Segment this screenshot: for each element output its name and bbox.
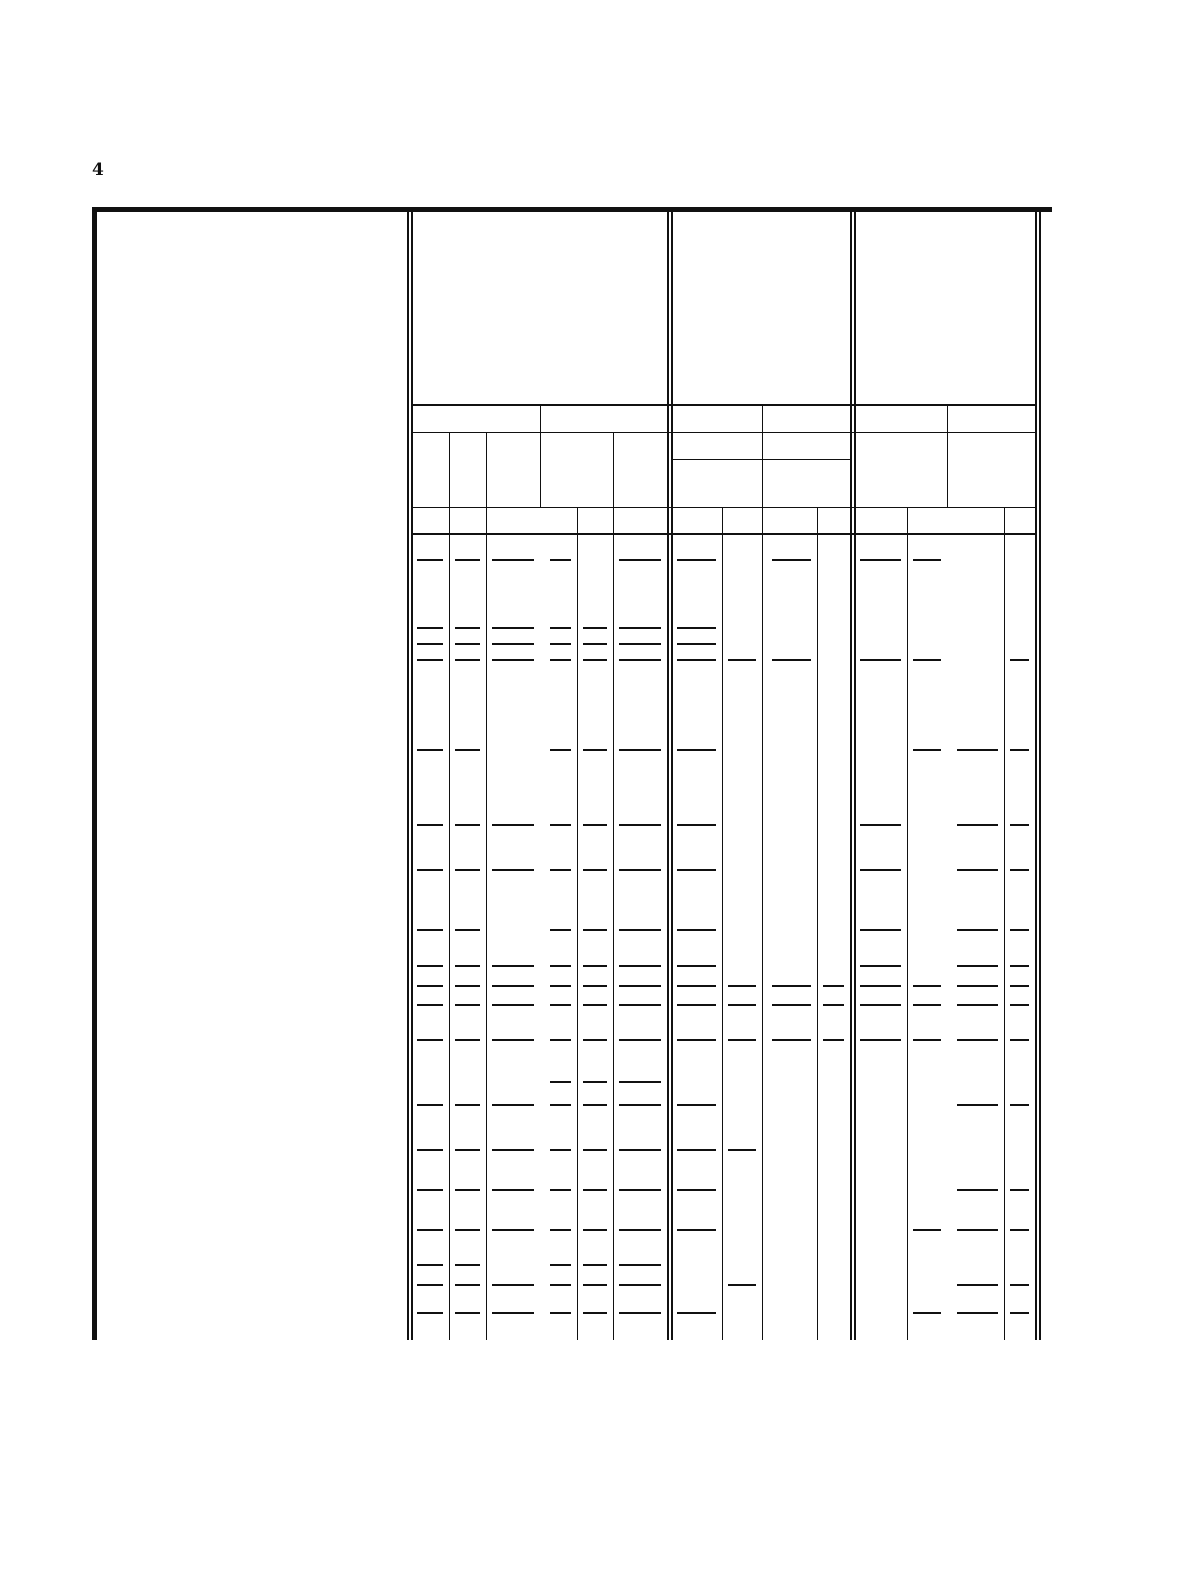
cell-dash (550, 1229, 571, 1231)
cell-dash (492, 985, 534, 987)
cell-dash (728, 1284, 756, 1286)
cell-dash (417, 559, 443, 561)
cell-dash (583, 985, 607, 987)
group-divider (407, 212, 409, 1340)
cell-dash (550, 627, 571, 629)
cell-dash (417, 1104, 443, 1106)
cell-dash (550, 1189, 571, 1191)
cell-dash (860, 929, 901, 931)
cell-dash (550, 643, 571, 645)
cell-dash (455, 1284, 480, 1286)
cell-dash (550, 749, 571, 751)
group-divider (1039, 212, 1041, 1340)
cell-dash (957, 1039, 998, 1041)
cell-dash (913, 1312, 941, 1314)
cell-dash (860, 985, 901, 987)
cell-dash (417, 1004, 443, 1006)
cell-dash (583, 1149, 607, 1151)
cell-dash (619, 1081, 661, 1083)
cell-dash (492, 627, 534, 629)
sub-divider (540, 404, 541, 507)
cell-dash (619, 1312, 661, 1314)
cell-dash (913, 559, 941, 561)
cell-dash (417, 1264, 443, 1266)
efimok-rule (671, 459, 850, 460)
cell-dash (417, 749, 443, 751)
cell-dash (677, 749, 716, 751)
cell-dash (550, 1081, 571, 1083)
cell-dash (619, 1149, 661, 1151)
cell-dash (619, 929, 661, 931)
group-divider (850, 212, 852, 1340)
cell-dash (823, 985, 844, 987)
cell-dash (550, 1039, 571, 1041)
cell-dash (619, 627, 661, 629)
cell-dash (455, 659, 480, 661)
cell-dash (417, 1149, 443, 1151)
cell-dash (417, 985, 443, 987)
cell-dash (455, 985, 480, 987)
cell-dash (728, 985, 756, 987)
cell-dash (677, 1312, 716, 1314)
cell-dash (677, 1229, 716, 1231)
cell-dash (455, 869, 480, 871)
col-divider (907, 507, 908, 1340)
cell-dash (957, 1312, 998, 1314)
cell-dash (455, 1312, 480, 1314)
cell-dash (492, 1229, 534, 1231)
col-divider (449, 432, 450, 1340)
cell-dash (417, 1312, 443, 1314)
cell-dash (619, 985, 661, 987)
cell-dash (1010, 1039, 1029, 1041)
cell-dash (619, 1264, 661, 1266)
cell-dash (455, 929, 480, 931)
cell-dash (619, 559, 661, 561)
cell-dash (677, 869, 716, 871)
cell-dash (728, 1004, 756, 1006)
cell-dash (455, 824, 480, 826)
cell-dash (583, 659, 607, 661)
cell-dash (417, 643, 443, 645)
cell-dash (619, 965, 661, 967)
cell-dash (772, 1004, 811, 1006)
cell-dash (550, 1284, 571, 1286)
cell-dash (728, 659, 756, 661)
cell-dash (492, 559, 534, 561)
col-divider (722, 507, 723, 1340)
cell-dash (677, 643, 716, 645)
cell-dash (1010, 1284, 1029, 1286)
cell-dash (677, 1104, 716, 1106)
cell-dash (772, 659, 811, 661)
cell-dash (455, 643, 480, 645)
cell-dash (677, 929, 716, 931)
cell-dash (957, 929, 998, 931)
cell-dash (492, 643, 534, 645)
cell-dash (619, 643, 661, 645)
cell-dash (913, 1039, 941, 1041)
cell-dash (677, 1149, 716, 1151)
cell-dash (455, 1149, 480, 1151)
cell-dash (677, 1039, 716, 1041)
cell-dash (417, 929, 443, 931)
cell-dash (619, 1039, 661, 1041)
cell-dash (1010, 965, 1029, 967)
cell-dash (860, 1039, 901, 1041)
cell-dash (860, 965, 901, 967)
group-divider (667, 212, 669, 1340)
col-divider (1004, 507, 1005, 1340)
cell-dash (860, 869, 901, 871)
col-divider (577, 507, 578, 1340)
cell-dash (1010, 869, 1029, 871)
cell-dash (417, 1189, 443, 1191)
cell-dash (455, 627, 480, 629)
cell-dash (957, 965, 998, 967)
cell-dash (583, 965, 607, 967)
cell-dash (550, 824, 571, 826)
cell-dash (957, 869, 998, 871)
units-rule-bottom (411, 533, 1035, 535)
cell-dash (1010, 1312, 1029, 1314)
cell-dash (1010, 1189, 1029, 1191)
cell-dash (619, 1189, 661, 1191)
cell-dash (492, 1039, 534, 1041)
cell-dash (492, 1312, 534, 1314)
cell-dash (492, 1189, 534, 1191)
cell-dash (455, 1104, 480, 1106)
cell-dash (583, 1189, 607, 1191)
cell-dash (677, 985, 716, 987)
cell-dash (455, 1229, 480, 1231)
units-rule-top (411, 507, 1035, 508)
cell-dash (550, 869, 571, 871)
cell-dash (677, 824, 716, 826)
cell-dash (492, 1104, 534, 1106)
right-border (1035, 212, 1036, 1340)
cell-dash (583, 1229, 607, 1231)
cell-dash (583, 749, 607, 751)
cell-dash (583, 627, 607, 629)
cell-dash (1010, 985, 1029, 987)
cell-dash (550, 965, 571, 967)
cell-dash (1010, 1004, 1029, 1006)
page-number: 4 (92, 160, 104, 180)
cell-dash (417, 1039, 443, 1041)
cell-dash (417, 1284, 443, 1286)
cell-dash (1010, 749, 1029, 751)
cell-dash (957, 1189, 998, 1191)
cell-dash (772, 1039, 811, 1041)
cell-dash (455, 1004, 480, 1006)
cell-dash (728, 1149, 756, 1151)
cell-dash (455, 749, 480, 751)
cell-dash (619, 749, 661, 751)
cell-dash (583, 1104, 607, 1106)
cell-dash (550, 659, 571, 661)
cell-dash (583, 929, 607, 931)
cell-dash (728, 1039, 756, 1041)
cell-dash (583, 1284, 607, 1286)
cell-dash (417, 659, 443, 661)
cell-dash (455, 559, 480, 561)
cell-dash (417, 1229, 443, 1231)
cell-dash (913, 1004, 941, 1006)
cell-dash (860, 1004, 901, 1006)
cell-dash (860, 559, 901, 561)
cell-dash (823, 1004, 844, 1006)
cell-dash (677, 1189, 716, 1191)
col-divider (817, 507, 818, 1340)
cell-dash (492, 965, 534, 967)
cell-dash (550, 985, 571, 987)
cell-dash (619, 869, 661, 871)
cell-dash (619, 1229, 661, 1231)
cell-dash (583, 1004, 607, 1006)
cell-dash (550, 1104, 571, 1106)
cell-dash (583, 1312, 607, 1314)
cell-dash (492, 659, 534, 661)
cell-dash (957, 985, 998, 987)
cell-dash (1010, 929, 1029, 931)
cell-dash (583, 869, 607, 871)
cell-dash (619, 1004, 661, 1006)
cell-dash (455, 965, 480, 967)
cell-dash (619, 1284, 661, 1286)
cell-dash (550, 929, 571, 931)
cell-dash (417, 869, 443, 871)
cell-dash (957, 1104, 998, 1106)
cell-dash (455, 1264, 480, 1266)
cell-dash (913, 985, 941, 987)
cell-dash (913, 1229, 941, 1231)
cell-dash (492, 869, 534, 871)
cell-dash (583, 824, 607, 826)
cell-dash (417, 965, 443, 967)
cell-dash (417, 824, 443, 826)
tariff-table (92, 207, 1052, 1340)
cell-dash (913, 659, 941, 661)
cell-dash (550, 1312, 571, 1314)
cell-dash (860, 659, 901, 661)
cell-dash (583, 643, 607, 645)
group-divider (671, 212, 673, 1340)
left-rule (92, 207, 97, 1340)
cell-dash (823, 1039, 844, 1041)
cell-dash (550, 1149, 571, 1151)
cell-dash (772, 559, 811, 561)
sub-rule (411, 432, 1035, 433)
cell-dash (619, 659, 661, 661)
cell-dash (677, 965, 716, 967)
cell-dash (619, 824, 661, 826)
cell-dash (677, 1004, 716, 1006)
cell-dash (1010, 659, 1029, 661)
col-divider (486, 432, 487, 1340)
cell-dash (619, 1104, 661, 1106)
col-divider (762, 459, 763, 1340)
cell-dash (550, 1004, 571, 1006)
cell-dash (957, 1229, 998, 1231)
cell-dash (492, 1149, 534, 1151)
cell-dash (772, 985, 811, 987)
cell-dash (550, 559, 571, 561)
top-rule (92, 207, 1052, 212)
cell-dash (583, 1039, 607, 1041)
group-divider (411, 212, 413, 1340)
cell-dash (550, 1264, 571, 1266)
cell-dash (1010, 1229, 1029, 1231)
col-divider (613, 432, 614, 1340)
group-divider (854, 212, 856, 1340)
cell-dash (957, 1004, 998, 1006)
header-rule (411, 404, 1035, 406)
cell-dash (455, 1189, 480, 1191)
cell-dash (492, 824, 534, 826)
cell-dash (677, 559, 716, 561)
cell-dash (583, 1264, 607, 1266)
cell-dash (957, 824, 998, 826)
cell-dash (492, 1284, 534, 1286)
sub-divider (947, 404, 948, 507)
cell-dash (1010, 1104, 1029, 1106)
cell-dash (677, 659, 716, 661)
cell-dash (860, 824, 901, 826)
cell-dash (957, 749, 998, 751)
cell-dash (417, 627, 443, 629)
cell-dash (492, 1004, 534, 1006)
cell-dash (583, 1081, 607, 1083)
cell-dash (455, 1039, 480, 1041)
cell-dash (677, 627, 716, 629)
cell-dash (957, 1284, 998, 1286)
cell-dash (913, 749, 941, 751)
cell-dash (1010, 824, 1029, 826)
